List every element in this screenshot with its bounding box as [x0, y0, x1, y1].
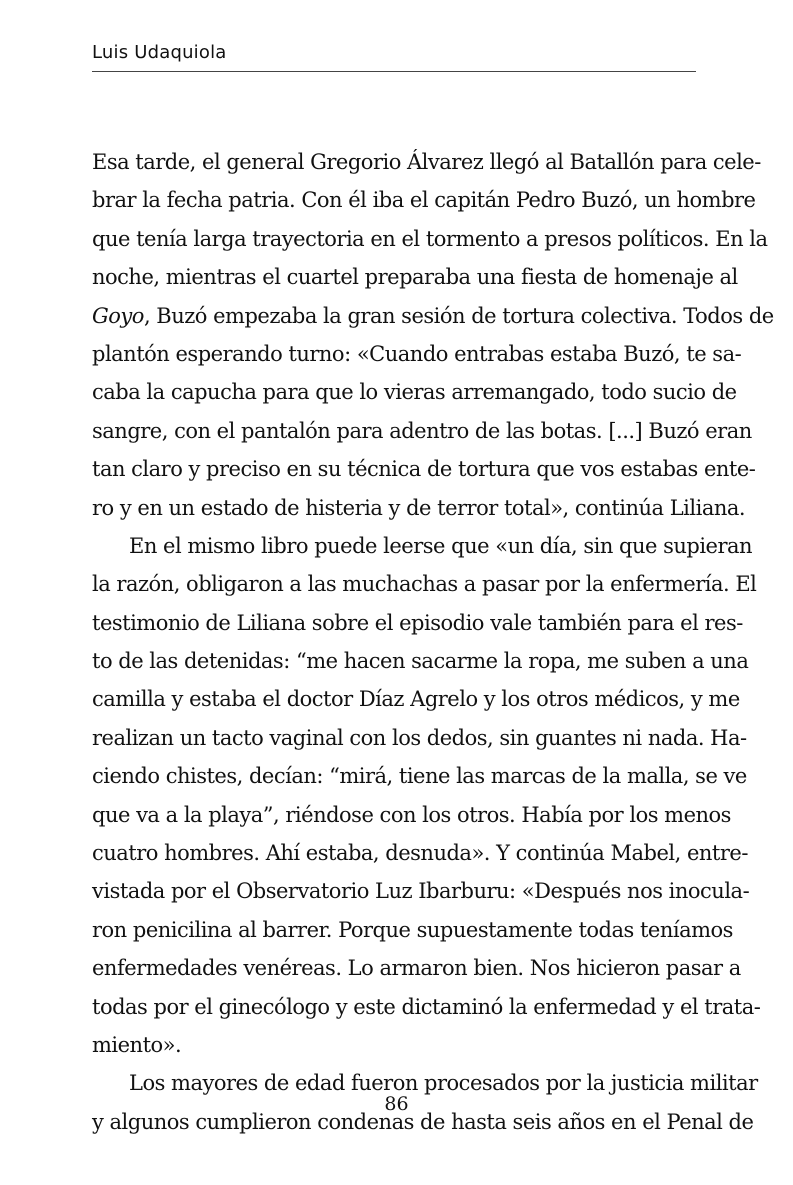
- text-line: camilla y estaba el doctor Díaz Agrelo y los otros médicos, y me: [92, 687, 740, 712]
- text-line: testimonio de Liliana sobre el episodio vale también para el res-: [92, 610, 743, 635]
- text-line: tan claro y preciso en su técnica de tortura que vos estabas ente-: [92, 457, 756, 482]
- text-line: miento».: [92, 1032, 182, 1057]
- text-line: la razón, obligaron a las muchachas a pasar por la enfermería. El: [92, 572, 757, 597]
- running-head: Luis Udaquiola: [92, 42, 227, 63]
- body-text: [92, 143, 774, 1141]
- text-line: que va a la playa”, riéndose con los otros. Había por los menos: [92, 802, 731, 827]
- text-line: plantón esperando turno: «Cuando entrabas estaba Buzó, te sa-: [92, 341, 742, 366]
- text-line: todas por el ginecólogo y este dictaminó la enfermedad y el trata-: [92, 994, 761, 1019]
- text-line: que tenía larga trayectoria en el tormento a presos políticos. En la: [92, 226, 768, 251]
- text-line: y algunos cumplieron condenas de hasta seis años en el Penal de: [92, 1109, 754, 1134]
- text-line: sangre, con el pantalón para adentro de las botas. [...] Buzó eran: [92, 418, 752, 443]
- text-line: [92, 297, 774, 335]
- text-line: ron penicilina al barrer. Porque supuestamente todas teníamos: [92, 917, 733, 942]
- text-line: brar la fecha patria. Con él iba el capitán Pedro Buzó, un hombre: [92, 188, 756, 213]
- header-rule: [92, 71, 696, 72]
- text-line: enfermedades venéreas. Lo armaron bien. Nos hicieron pasar a: [92, 956, 741, 981]
- text-line: ciendo chistes, decían: “mirá, tiene las marcas de la malla, se ve: [92, 764, 747, 789]
- page-number: 86: [384, 1093, 409, 1115]
- text-line: Los mayores de edad fueron procesados por la justicia militar: [129, 1071, 758, 1096]
- text-line: caba la capucha para que lo vieras arremangado, todo sucio de: [92, 380, 737, 405]
- text-line: vistada por el Observatorio Luz Ibarburu: «Después nos inocula-: [92, 879, 750, 904]
- text-line: Esa tarde, el general Gregorio Álvarez llegó al Batallón para cele-: [92, 150, 761, 174]
- italic-word: Goyo: [92, 303, 144, 328]
- text-line: to de las detenidas: “me hacen sacarme la ropa, me suben a una: [92, 649, 749, 674]
- text-line: realizan un tacto vaginal con los dedos, sin guantes ni nada. Ha-: [92, 725, 747, 750]
- text-line: cuatro hombres. Ahí estaba, desnuda». Y continúa Mabel, entre-: [92, 841, 748, 866]
- line-rest: , Buzó empezaba la gran sesión de tortura colectiva. Todos de: [143, 303, 774, 328]
- text-line: noche, mientras el cuartel preparaba una fiesta de homenaje al: [92, 265, 738, 290]
- text-line: ro y en un estado de histeria y de terror total», continúa Liliana.: [92, 495, 746, 520]
- text-line: En el mismo libro puede leerse que «un día, sin que supieran: [129, 533, 753, 558]
